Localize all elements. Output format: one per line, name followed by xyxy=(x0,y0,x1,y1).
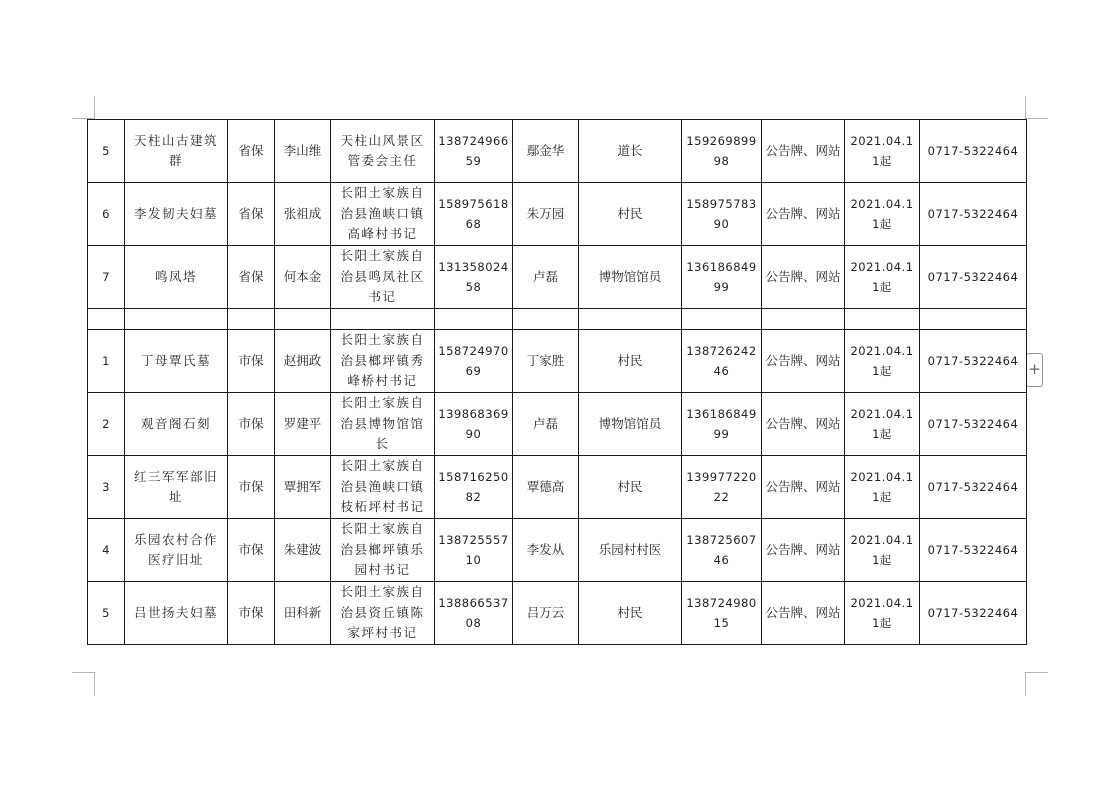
table-row xyxy=(88,456,1027,519)
publicity-method-cell: 公告牌、网站 xyxy=(762,456,845,519)
publicity-method-cell: 公告牌、网站 xyxy=(762,582,845,645)
protection-level-cell: 市保 xyxy=(228,519,275,582)
supervision-phone-cell: 0717-5322464 xyxy=(920,393,1027,456)
empty-cell xyxy=(88,309,125,330)
publicity-method-cell: 公告牌、网站 xyxy=(762,183,845,246)
responsible-person-cell: 李山维 xyxy=(275,120,331,183)
responsible-unit-role-cell: 长阳土家族自治县榔坪镇秀峰桥村书记 xyxy=(331,330,435,393)
empty-cell xyxy=(762,309,845,330)
responsible-person-cell: 赵拥政 xyxy=(275,330,331,393)
supervision-phone-cell: 0717-5322464 xyxy=(920,120,1027,183)
empty-cell xyxy=(920,309,1027,330)
empty-cell xyxy=(125,309,228,330)
responsible-unit-role-cell: 长阳土家族自治县渔峡口镇枝柘坪村书记 xyxy=(331,456,435,519)
protection-level-cell: 省保 xyxy=(228,246,275,309)
responsible-unit-role-cell: 长阳土家族自治县资丘镇陈家坪村书记 xyxy=(331,582,435,645)
protection-level-cell: 市保 xyxy=(228,582,275,645)
start-date-cell: 2021.04.11起 xyxy=(845,519,920,582)
patrol-phone-cell: 15897578390 xyxy=(682,183,762,246)
start-date-cell: 2021.04.11起 xyxy=(845,183,920,246)
responsible-unit-role-cell: 长阳土家族自治县鸣凤社区书记 xyxy=(331,246,435,309)
row-number-cell: 7 xyxy=(88,246,125,309)
responsible-unit-role-cell: 长阳土家族自治县博物馆馆长 xyxy=(331,393,435,456)
patrol-person-cell: 覃德高 xyxy=(513,456,579,519)
empty-cell xyxy=(845,309,920,330)
supervision-phone-cell: 0717-5322464 xyxy=(920,519,1027,582)
site-name-cell: 观音阁石刻 xyxy=(125,393,228,456)
site-name-cell: 李发韧夫妇墓 xyxy=(125,183,228,246)
start-date-cell: 2021.04.11起 xyxy=(845,330,920,393)
empty-cell xyxy=(682,309,762,330)
row-number-cell: 2 xyxy=(88,393,125,456)
crop-mark-bottom-right xyxy=(1025,672,1048,695)
empty-cell xyxy=(435,309,513,330)
table-row xyxy=(88,393,1027,456)
patrol-phone-cell: 13872624246 xyxy=(682,330,762,393)
patrol-person-cell: 卢磊 xyxy=(513,246,579,309)
site-name-cell: 乐园农村合作医疗旧址 xyxy=(125,519,228,582)
patrol-person-cell: 鄢金华 xyxy=(513,120,579,183)
table-row xyxy=(88,246,1027,309)
protection-table xyxy=(87,119,1027,645)
responsible-person-cell: 朱建波 xyxy=(275,519,331,582)
responsible-phone-cell: 13986836990 xyxy=(435,393,513,456)
patrol-phone-cell: 13872498015 xyxy=(682,582,762,645)
patrol-role-cell: 博物馆馆员 xyxy=(579,393,682,456)
table-row xyxy=(88,120,1027,183)
patrol-phone-cell: 13872560746 xyxy=(682,519,762,582)
patrol-person-cell: 朱万园 xyxy=(513,183,579,246)
patrol-role-cell: 村民 xyxy=(579,582,682,645)
add-row-button[interactable]: + xyxy=(1026,353,1043,387)
start-date-cell: 2021.04.11起 xyxy=(845,456,920,519)
patrol-person-cell: 吕万云 xyxy=(513,582,579,645)
crop-mark-bottom-left xyxy=(72,672,95,695)
supervision-phone-cell: 0717-5322464 xyxy=(920,582,1027,645)
supervision-phone-cell: 0717-5322464 xyxy=(920,456,1027,519)
crop-mark-top-left xyxy=(72,96,95,119)
site-name-cell: 红三军军部旧址 xyxy=(125,456,228,519)
responsible-person-cell: 罗建平 xyxy=(275,393,331,456)
site-name-cell: 鸣凤塔 xyxy=(125,246,228,309)
patrol-phone-cell: 13618684999 xyxy=(682,246,762,309)
responsible-unit-role-cell: 长阳土家族自治县榔坪镇乐园村书记 xyxy=(331,519,435,582)
supervision-phone-cell: 0717-5322464 xyxy=(920,183,1027,246)
publicity-method-cell: 公告牌、网站 xyxy=(762,393,845,456)
responsible-phone-cell: 15897561868 xyxy=(435,183,513,246)
publicity-method-cell: 公告牌、网站 xyxy=(762,519,845,582)
patrol-role-cell: 村民 xyxy=(579,330,682,393)
patrol-phone-cell: 13618684999 xyxy=(682,393,762,456)
start-date-cell: 2021.04.11起 xyxy=(845,393,920,456)
patrol-phone-cell: 15926989998 xyxy=(682,120,762,183)
empty-cell xyxy=(228,309,275,330)
empty-cell xyxy=(331,309,435,330)
supervision-phone-cell: 0717-5322464 xyxy=(920,330,1027,393)
empty-cell xyxy=(579,309,682,330)
publicity-method-cell: 公告牌、网站 xyxy=(762,330,845,393)
responsible-person-cell: 覃拥军 xyxy=(275,456,331,519)
row-number-cell: 1 xyxy=(88,330,125,393)
row-number-cell: 6 xyxy=(88,183,125,246)
responsible-person-cell: 何本金 xyxy=(275,246,331,309)
protection-level-cell: 市保 xyxy=(228,393,275,456)
start-date-cell: 2021.04.11起 xyxy=(845,120,920,183)
protection-level-cell: 市保 xyxy=(228,456,275,519)
site-name-cell: 天柱山古建筑群 xyxy=(125,120,228,183)
table-row xyxy=(88,183,1027,246)
patrol-role-cell: 村民 xyxy=(579,456,682,519)
row-number-cell: 5 xyxy=(88,120,125,183)
patrol-phone-cell: 13997722022 xyxy=(682,456,762,519)
blank-row xyxy=(88,309,1027,330)
table-row xyxy=(88,582,1027,645)
patrol-role-cell: 博物馆馆员 xyxy=(579,246,682,309)
patrol-person-cell: 丁家胜 xyxy=(513,330,579,393)
patrol-person-cell: 卢磊 xyxy=(513,393,579,456)
responsible-phone-cell: 15872497069 xyxy=(435,330,513,393)
patrol-role-cell: 乐园村村医 xyxy=(579,519,682,582)
empty-cell xyxy=(513,309,579,330)
crop-mark-top-right xyxy=(1025,96,1048,119)
table-row xyxy=(88,330,1027,393)
responsible-phone-cell: 13872555710 xyxy=(435,519,513,582)
supervision-phone-cell: 0717-5322464 xyxy=(920,246,1027,309)
publicity-method-cell: 公告牌、网站 xyxy=(762,246,845,309)
responsible-phone-cell: 13886653708 xyxy=(435,582,513,645)
row-number-cell: 4 xyxy=(88,519,125,582)
patrol-role-cell: 道长 xyxy=(579,120,682,183)
responsible-phone-cell: 13135802458 xyxy=(435,246,513,309)
empty-cell xyxy=(275,309,331,330)
start-date-cell: 2021.04.11起 xyxy=(845,582,920,645)
row-number-cell: 3 xyxy=(88,456,125,519)
protection-level-cell: 省保 xyxy=(228,120,275,183)
responsible-person-cell: 田科新 xyxy=(275,582,331,645)
protection-level-cell: 市保 xyxy=(228,330,275,393)
start-date-cell: 2021.04.11起 xyxy=(845,246,920,309)
site-name-cell: 吕世扬夫妇墓 xyxy=(125,582,228,645)
protection-level-cell: 省保 xyxy=(228,183,275,246)
responsible-person-cell: 张祖成 xyxy=(275,183,331,246)
responsible-unit-role-cell: 长阳土家族自治县渔峡口镇高峰村书记 xyxy=(331,183,435,246)
patrol-role-cell: 村民 xyxy=(579,183,682,246)
responsible-phone-cell: 15871625082 xyxy=(435,456,513,519)
responsible-phone-cell: 13872496659 xyxy=(435,120,513,183)
patrol-person-cell: 李发从 xyxy=(513,519,579,582)
publicity-method-cell: 公告牌、网站 xyxy=(762,120,845,183)
row-number-cell: 5 xyxy=(88,582,125,645)
site-name-cell: 丁母覃氏墓 xyxy=(125,330,228,393)
responsible-unit-role-cell: 天柱山风景区管委会主任 xyxy=(331,120,435,183)
table-row xyxy=(88,519,1027,582)
